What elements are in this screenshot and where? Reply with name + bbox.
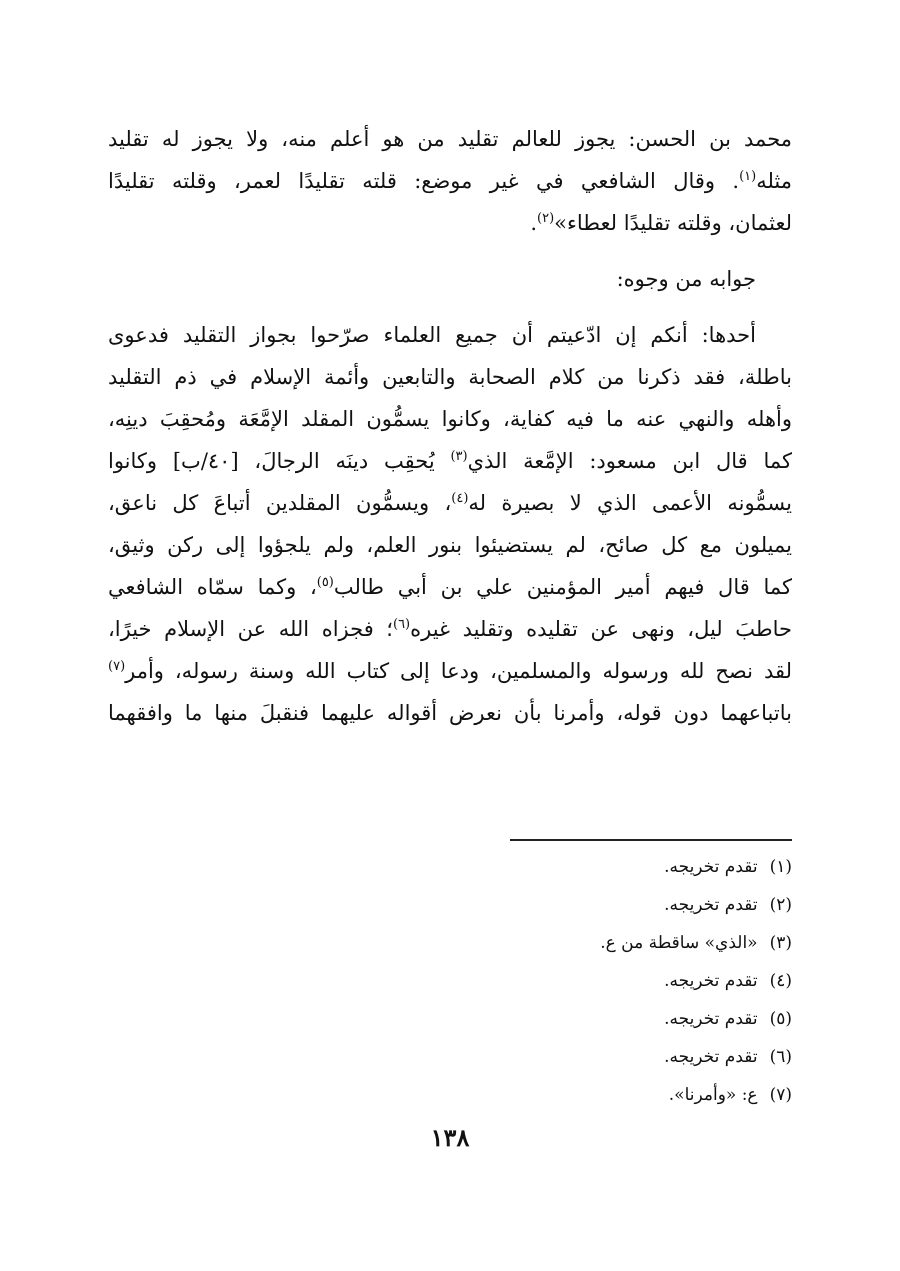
- text-segment: لعثمان، وقلته تقليدًا لعطاء»: [554, 211, 792, 235]
- footnote-number: (٣): [769, 933, 792, 953]
- footnote-item: [292, 1038, 792, 1076]
- text-segment: أحدها: أنكم إن ادّعيتم أن جميع العلماء صرّحوا بجواز التقليد فدعوى: [108, 323, 756, 347]
- footnote-text: تقدم تخريجه.: [664, 857, 758, 877]
- footnote-marker: (٧): [108, 659, 126, 674]
- paragraph-gap: [108, 244, 792, 258]
- text-segment: ، وكما سمّاه الشافعي: [108, 575, 317, 599]
- footnote-item: [292, 1076, 792, 1114]
- text-line: [108, 566, 792, 608]
- footnote-number: (٦): [769, 1047, 792, 1067]
- footnote-marker: (٣): [450, 449, 468, 464]
- text-segment: يميلون مع كل صائح، لم يستضيئوا بنور العلم، ولم يلجؤوا إلى ركن وثيق،: [108, 533, 792, 557]
- footnote-item: [292, 886, 792, 924]
- footnote-separator: [510, 839, 792, 841]
- footnote-item: [292, 1000, 792, 1038]
- text-segment: يسمُّونه الأعمى الذي لا بصيرة له: [468, 491, 792, 515]
- text-segment: ، ويسمُّون المقلدين أتباعَ كل ناعق،: [108, 491, 452, 515]
- text-line: [108, 608, 792, 650]
- text-segment: يُحقِب دينَه الرجالَ، [٤٠/ب] وكانوا: [108, 449, 451, 473]
- text-line: [108, 160, 792, 202]
- footnote-text: تقدم تخريجه.: [664, 1047, 758, 1067]
- footnote-number: (٤): [769, 971, 792, 991]
- footnote-number: (٢): [769, 895, 792, 915]
- text-segment: محمد بن الحسن: يجوز للعالم تقليد من هو أعلم منه، ولا يجوز له تقليد: [108, 127, 792, 151]
- text-segment: وأهله والنهي عنه ما فيه كفاية، وكانوا يسمُّون المقلد الإمَّعَة ومُحقِبَ دينِه،: [108, 407, 792, 431]
- paragraph-gap: [108, 300, 792, 314]
- text-line: [108, 440, 792, 482]
- footnote-marker: (٥): [316, 575, 334, 590]
- text-segment: كما قال ابن مسعود: الإمَّعة الذي: [467, 449, 792, 473]
- text-segment: مثله: [756, 169, 792, 193]
- text-segment: باطلة، فقد ذكرنا من كلام الصحابة والتابعين وأئمة الإسلام في ذم التقليد: [108, 365, 792, 389]
- footnote-marker: (٦): [392, 617, 411, 632]
- text-line: [108, 118, 792, 160]
- text-line: [108, 314, 792, 356]
- text-segment: جوابه من وجوه:: [616, 267, 756, 291]
- footnote-text: تقدم تخريجه.: [664, 1009, 758, 1029]
- text-segment: . وقال الشافعي في غير موضع: قلته تقليدًا لعمر، وقلته تقليدًا: [108, 169, 740, 193]
- text-segment: .: [530, 211, 537, 235]
- footnote-marker: (١): [739, 169, 757, 184]
- footnote-item: [292, 848, 792, 886]
- page-number: ١٣٨: [430, 1123, 470, 1152]
- footnote-number: (٧): [769, 1085, 792, 1105]
- footnote-marker: (٤): [451, 491, 469, 506]
- text-segment: ؛ فجزاه الله عن الإسلام خيرًا،: [108, 617, 393, 641]
- text-line: [108, 356, 792, 398]
- text-line: [108, 202, 792, 244]
- footnotes: [292, 848, 792, 1114]
- text-segment: باتباعهما دون قوله، وأمرنا بأن نعرض أقواله عليهما فنقبلَ منها ما وافقهما: [108, 701, 792, 725]
- footnote-text: ع: «وأمرنا».: [668, 1085, 758, 1105]
- footnote-text: «الذي» ساقطة من ع.: [600, 933, 758, 953]
- text-line: [108, 650, 792, 692]
- text-line: [108, 692, 792, 734]
- footnote-item: [292, 962, 792, 1000]
- text-segment: لقد نصح لله ورسوله والمسلمين، ودعا إلى كتاب الله وسنة رسوله، وأمر: [125, 659, 792, 683]
- footnote-marker: (٢): [537, 211, 555, 226]
- footnote-number: (١): [769, 857, 792, 877]
- text-line: [108, 482, 792, 524]
- text-segment: كما قال فيهم أمير المؤمنين علي بن أبي طالب: [333, 575, 792, 599]
- text-line: [108, 258, 792, 300]
- text-line: [108, 524, 792, 566]
- footnote-text: تقدم تخريجه.: [664, 971, 758, 991]
- text-segment: حاطبَ ليل، ونهى عن تقليده وتقليد غيره: [410, 617, 792, 641]
- main-text: [108, 118, 792, 734]
- text-line: [108, 398, 792, 440]
- footnote-item: [292, 924, 792, 962]
- footnote-number: (٥): [769, 1009, 792, 1029]
- footnote-text: تقدم تخريجه.: [664, 895, 758, 915]
